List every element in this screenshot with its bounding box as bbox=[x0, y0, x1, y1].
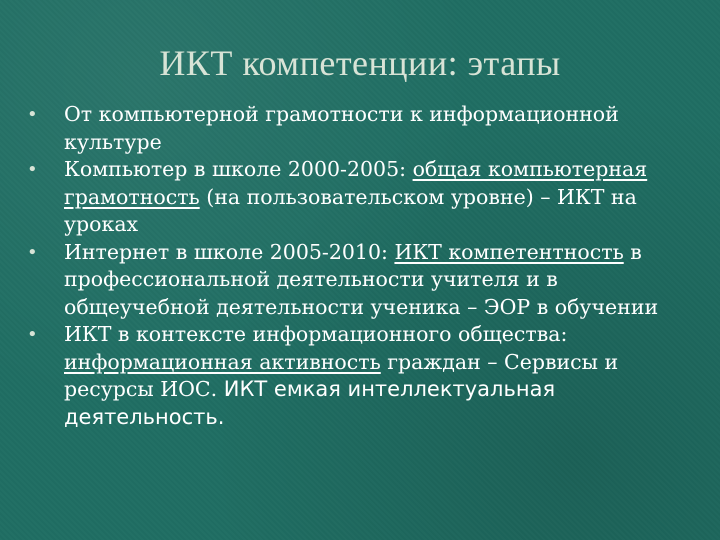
item-tail: в профессиональной деятельности учителя и в общеучебной деятельности ученика – ЭОР в обучении bbox=[64, 239, 659, 319]
item-link[interactable]: общая компьютерная грамотность bbox=[64, 157, 648, 209]
item-lead: Компьютер в школе 2000-2005: bbox=[64, 157, 413, 181]
item-tail-sans: ИКТ емкая интеллектуальная деятельность. bbox=[64, 377, 556, 429]
item-lead: ИКТ в контексте информационного общества: bbox=[64, 322, 568, 346]
item-tail: граждан – Сервисы и ресурсы ИОС. bbox=[64, 349, 619, 401]
item-text: От компьютерной грамотности к информационной культуре bbox=[64, 102, 619, 154]
item-link[interactable]: информационная активность bbox=[64, 349, 381, 374]
list-item bbox=[22, 239, 692, 322]
list-item bbox=[22, 156, 692, 239]
bullet-icon: • bbox=[27, 241, 38, 263]
bullet-list bbox=[22, 101, 692, 431]
list-item bbox=[22, 101, 692, 156]
bullet-icon: • bbox=[27, 324, 38, 345]
item-tail: (на пользовательском уровне) – ИКТ на уроках bbox=[64, 184, 637, 236]
bullet-icon: • bbox=[27, 159, 38, 180]
list-item bbox=[22, 321, 692, 431]
slide-title: ИКТ компетенции: этапы bbox=[159, 43, 561, 83]
bullet-icon: • bbox=[27, 104, 38, 125]
item-lead: Интернет в школе 2005-2010: bbox=[64, 239, 395, 264]
item-link[interactable]: ИКТ компетентность bbox=[394, 239, 624, 264]
